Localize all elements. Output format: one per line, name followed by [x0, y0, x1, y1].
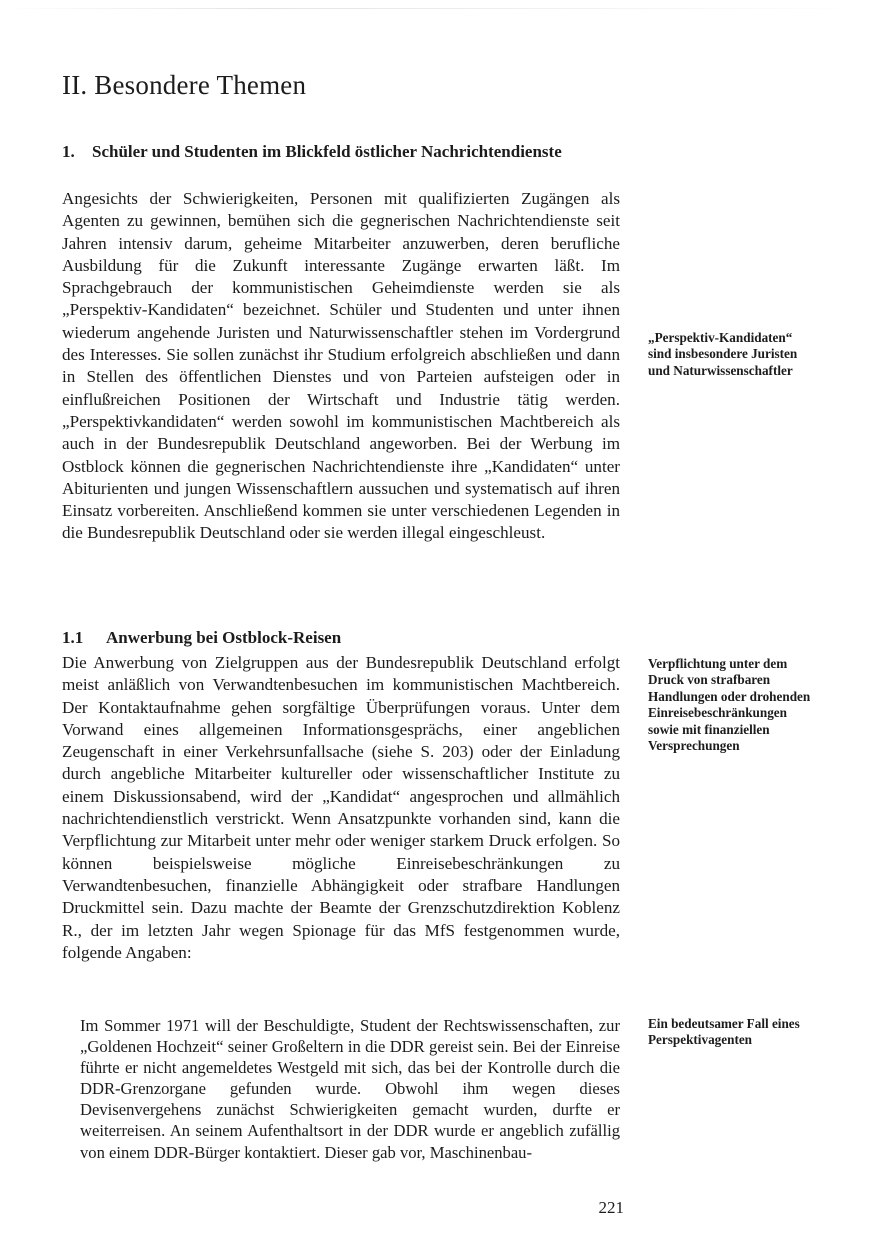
case-quote	[80, 1015, 620, 1163]
section-paragraph: Angesichts der Schwierigkeiten, Personen mit qualifizierten Zugängen als Agenten zu gewinnen, bemühen sich die gegnerischen Nachrichtendienste seit Jahren intensiv darum, geheime Mitarbeiter anzuwerben, deren berufliche Ausbildung für die Zukunft interessante Zugänge erwarten läßt. Im Sprachgebrauch der kommunistischen Geheimdienste werden sie als „Perspektiv-Kandidaten“ bezeichnet. Schüler und Studenten und unter ihnen wiederum angehende Juristen und Naturwissenschaftler stehen im Vordergrund des Interesses. Sie sollen zunächst ihr Studium erfolgreich abschließen und dann in Stellen des öffentlichen Dienstes und von Parteien aufsteigen oder in einflußreichen Positionen der Wirtschaft und Industrie tätig werden. „Perspektivkandidaten“ werden sowohl im kommunistischen Machtbereich als auch in der Bundesrepublik Deutschland angeworben. Bei der Werbung im Ostblock können die gegnerischen Nachrichtendienste ihre „Kandidaten“ unter Abiturienten und jungen Wissenschaftlern aussuchen und systematisch auf ihren Einsatz vorbereiten. Anschließend kommen sie unter verschiedenen Legenden in die Bundesrepublik Deutschland oder sie werden illegal eingeschleust.	[62, 189, 620, 543]
chapter-title: II. Besondere Themen	[62, 70, 307, 100]
margin-note-verpflichtung: Verpflichtung unter dem Druck von strafbaren Handlungen oder drohenden Einreisebeschränkungen sowie mit finanziellen Versprechungen	[648, 656, 811, 754]
margin-note-bedeutsamer-fall: Ein bedeutsamer Fall eines Perspektivagenten	[648, 1016, 800, 1048]
subsection-title: Anwerbung bei Ostblock-Reisen	[106, 628, 342, 647]
case-quote-text: Im Sommer 1971 will der Beschuldigte, Student der Rechtswissenschaften, zur „Goldenen Hochzeit“ seiner Großeltern in die DDR gereist sein. Bei der Einreise führte er nicht angemeldetes Westgeld mit sich, das bei der Kontrolle durch die DDR-Grenzorgane gefunden wurde. Obwohl ihm wegen dieses Devisenvergehens zunächst Schwierigkeiten gemacht wurden, durfte er weiterreisen. An seinem Aufenthaltsort in der DDR wurde er angeblich zufällig von einem DDR-Bürger kontaktiert. Dieser gab vor, Maschinenbau-	[80, 1016, 620, 1162]
page-number: 221	[598, 1198, 624, 1217]
section-number: 1.	[62, 142, 75, 161]
scan-edge	[0, 8, 869, 9]
subsection-heading	[62, 628, 620, 648]
subsection-body	[62, 652, 620, 964]
margin-note-perspektiv-kandidaten: „Perspektiv-Kandidaten“ sind insbesondere Juristen und Naturwissenschaftler	[648, 330, 798, 378]
subsection-paragraph: Die Anwerbung von Zielgruppen aus der Bundesrepublik Deutschland erfolgt meist anläßlich von Verwandtenbesuchen im kommunistischen Machtbereich. Der Kontaktaufnahme gehen sorgfältige Überprüfungen voraus. Unter dem Vorwand eines allgemeinen Informationsgesprächs, einer angeblichen Zeugenschaft in einer Verkehrsunfallsache (siehe S. 203) oder der Einladung durch angebliche Mitarbeiter kultureller oder wissenschaftlicher Institute zu einem Diskussionsabend, wird der „Kandidat“ angesprochen und allmählich nachrichtendienstlich verstrickt. Wenn Ansatzpunkte vorhanden sind, kann die Verpflichtung zur Mitarbeit unter mehr oder weniger starkem Druck erfolgen. So können beispielsweise mögliche Einreisebeschränkungen zu Verwandtenbesuchen, finanzielle Abhängigkeit oder strafbare Handlungen Druckmittel sein. Dazu machte der Beamte der Grenzschutzdirektion Koblenz R., der im letzten Jahr wegen Spionage für das MfS festgenommen wurde, folgende Angaben:	[62, 653, 620, 962]
section-heading	[62, 142, 642, 162]
subsection-number: 1.1	[62, 628, 84, 647]
section-title: Schüler und Studenten im Blickfeld östlicher Nachrichtendienste	[92, 142, 562, 161]
section-body	[62, 188, 620, 545]
